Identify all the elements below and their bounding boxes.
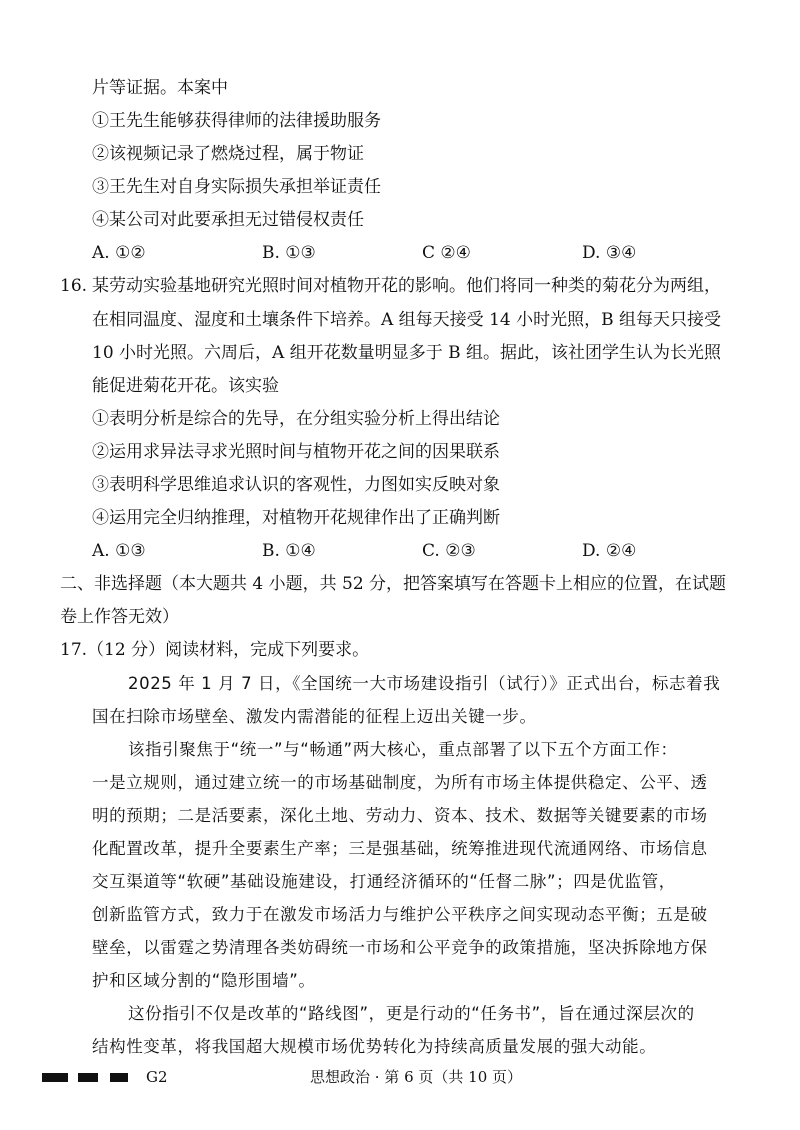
- q17-paragraph-2-line-2: 一是立规则，通过建立统一的市场基础制度，为所有市场主体提供稳定、公平、透: [92, 773, 708, 792]
- q15-statement-3: ③王先生对自身实际损失承担举证责任: [92, 177, 381, 197]
- q16-option-a: A. ①③: [92, 541, 146, 561]
- q17-paragraph-2-line-5: 交互渠道等“软硬”基础设施建设，打通经济循环的“任督二脉”；四是优监管，: [92, 872, 676, 891]
- q17-paragraph-2-line-6: 创新监管方式，致力于在激发市场活力与维护公平秩序之间实现动态平衡；五是破: [92, 905, 708, 924]
- q15-statement-2: ②该视频记录了燃烧过程，属于物证: [92, 144, 364, 164]
- section-heading-line-2: 卷上作答无效）: [60, 607, 179, 627]
- q17-paragraph-2-line-3: 明的预期；二是活要素，深化土地、劳动力、资本、技术、数据等关键要素的市场: [92, 806, 708, 825]
- q16-statement-4: ④运用完全归纳推理，对植物开花规律作出了正确判断: [92, 508, 500, 528]
- q17-paragraph-2-line-4: 化配置改革，提升全要素生产率；三是强基础，统筹推进现代流通网络、市场信息: [92, 839, 708, 858]
- q16-option-c: C. ②③: [422, 541, 476, 561]
- q15-statement-1: ①王先生能够获得律师的法律援助服务: [92, 111, 381, 131]
- q17-paragraph-1-line-1: 2025 年 1 月 7 日，《全国统一大市场建设指引（试行）》正式出台，标志着我: [128, 674, 721, 693]
- q17-paragraph-2-line-7: 壁垒，以雷霆之势清理各类妨碍统一市场和公平竞争的政策措施，坚决拆除地方保: [92, 938, 708, 957]
- q15-statement-4: ④某公司对此要承担无过错侵权责任: [92, 210, 364, 230]
- section-heading-line-1: 二、非选择题（本大题共 4 小题，共 52 分，把答案填写在答题卡上相应的位置，在试题: [60, 574, 727, 594]
- q16-stem-line-4: 能促进菊花开花。该实验: [92, 376, 279, 396]
- q16-statement-3: ③表明科学思维追求认识的客观性，力图如实反映对象: [92, 475, 500, 495]
- q16-number: 16.: [60, 276, 88, 296]
- q15-option-b: B. ①③: [262, 243, 316, 263]
- q15-option-d: D. ③④: [582, 243, 637, 263]
- footer-page-number: 思想政治 · 第 6 页（共 10 页）: [310, 1068, 523, 1086]
- q16-stem-line-1: 某劳动实验基地研究光照时间对植物开花的影响。他们将同一种类的菊花分为两组，: [92, 276, 721, 296]
- q16-statement-1: ①表明分析是综合的先导，在分组实验分析上得出结论: [92, 409, 500, 429]
- q17-paragraph-2-line-1: 该指引聚焦于“统一”与“畅通”两大核心，重点部署了以下五个方面工作：: [128, 740, 678, 759]
- q17-paragraph-2-line-8: 护和区域分割的“隐形围墙”。: [92, 971, 316, 990]
- q15-option-c: C ②④: [422, 243, 471, 263]
- footer-mark-2: [78, 1073, 98, 1082]
- q17-paragraph-1-line-2: 国在扫除市场壁垒、激发内需潜能的征程上迈出关键一步。: [92, 707, 537, 726]
- q16-option-d: D. ②④: [582, 541, 637, 561]
- footer-mark-1: [42, 1073, 68, 1082]
- q17-paragraph-3-line-2: 结构性变革，将我国超大规模市场优势转化为持续高质量发展的强大动能。: [92, 1037, 657, 1056]
- q16-stem-line-3: 10 小时光照。六周后，A 组开花数量明显多于 B 组。据此，该社团学生认为长光照: [92, 343, 722, 363]
- q15-stem-tail: 片等证据。本案中: [92, 78, 228, 98]
- q17-header: 17.（12 分）阅读材料，完成下列要求。: [60, 640, 370, 660]
- footer-mark-3: [110, 1073, 128, 1082]
- q16-statement-2: ②运用求异法寻求光照时间与植物开花之间的因果联系: [92, 442, 500, 462]
- footer-code: G2: [146, 1068, 168, 1086]
- q17-paragraph-3-line-1: 这份指引不仅是改革的“路线图”，更是行动的“任务书”，旨在通过深层次的: [128, 1004, 695, 1023]
- q16-option-b: B. ①④: [262, 541, 316, 561]
- q16-stem-line-2: 在相同温度、湿度和土壤条件下培养。A 组每天接受 14 小时光照，B 组每天只接受: [92, 310, 722, 330]
- q15-option-a: A. ①②: [92, 243, 146, 263]
